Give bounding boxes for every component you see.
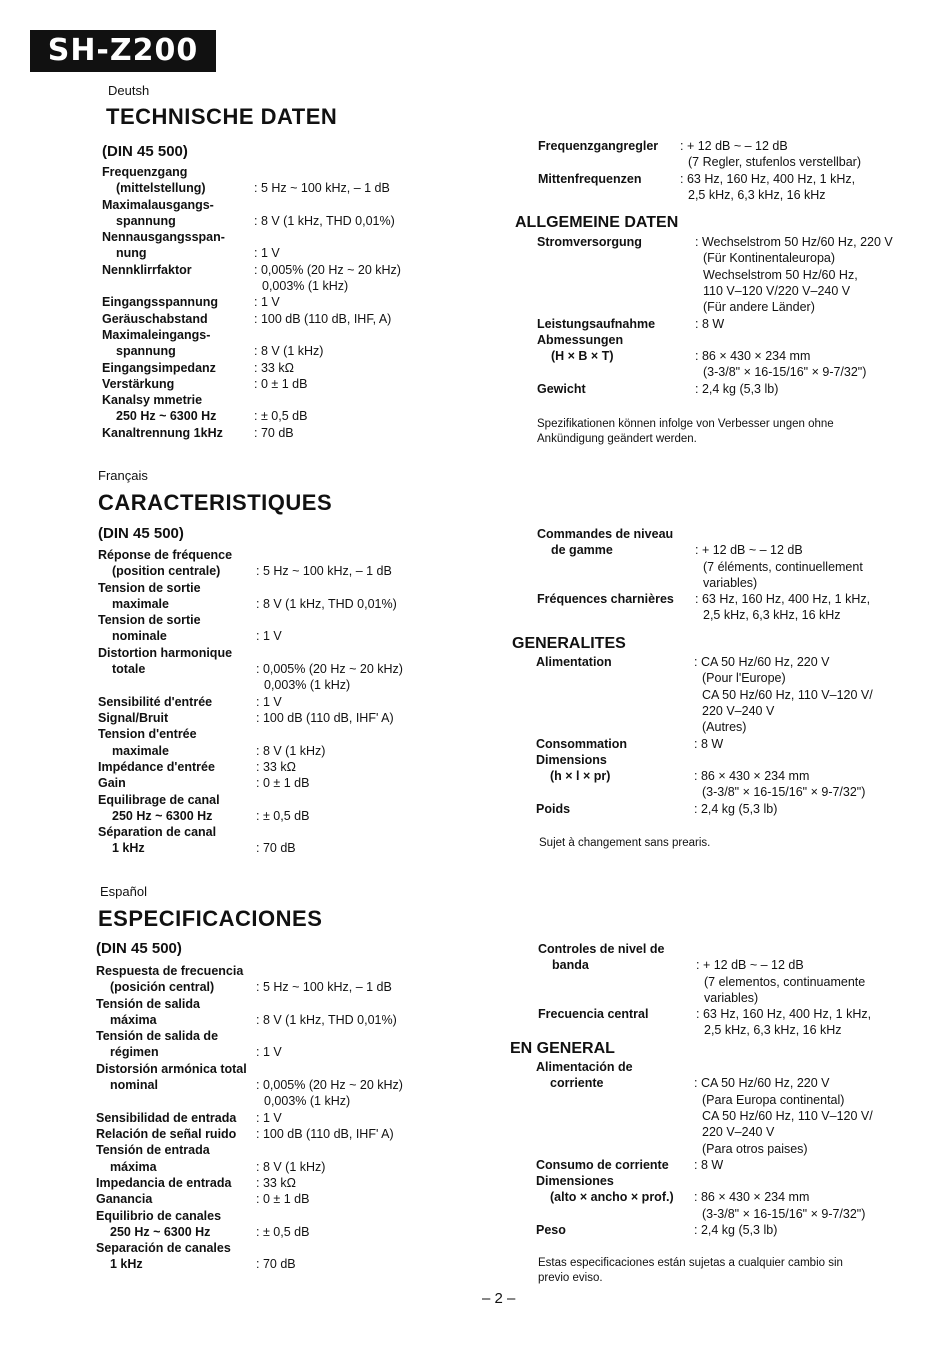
page-number: – 2 – [482,1290,516,1307]
spec-label: Leistungsaufnahme [537,316,656,331]
spec-label: Séparation de canal [98,825,217,840]
spec-value: : 5 Hz ~ 100 kHz, – 1 dB [254,181,390,196]
spec-value: : 0 ± 1 dB [254,376,308,391]
note-line: Ankündigung geändert werden. [537,432,697,445]
spec-label: Consumo de corriente [536,1157,669,1172]
spec-label: Tensión de salida de [96,1029,219,1044]
spec-value: : 0,005% (20 Hz ~ 20 kHz) [254,262,401,277]
spec-label-cont: 250 Hz ~ 6300 Hz [116,409,217,424]
spec-label: Frequenzgang [102,165,188,179]
section-title-spanish: ESPECIFICACIONES [98,906,323,931]
spec-label: Impedancia de entrada [96,1175,232,1190]
spec-value: : 8 W [695,316,725,331]
spec-value: : 8 W [694,736,724,751]
spec-value: (Autres) [702,720,747,735]
spec-label: Impédance d'entrée [98,759,215,774]
spec-value: CA 50 Hz/60 Hz, 110 V–120 V/ [702,687,873,702]
spec-value: : 100 dB (110 dB, IHF' A) [256,1127,394,1141]
spec-value: : 70 dB [256,841,296,856]
spec-value: 2,5 kHz, 6,3 kHz, 16 kHz [704,1023,842,1038]
spec-value: : 0 ± 1 dB [256,776,310,791]
spec-label: Eingangsimpedanz [102,360,216,375]
spec-value: (3-3/8" × 16-15/16" × 9-7/32") [702,785,866,800]
spec-label-cont: máxima [110,1012,157,1027]
spec-label: Nennklirrfaktor [102,262,192,277]
spec-label-cont: (mittelstellung) [116,181,206,196]
spec-value: : 1 V [256,629,282,644]
spec-label: Frequenzgangregler [538,139,659,153]
spec-label: Réponse de fréquence [98,548,233,562]
spec-value: : + 12 dB ~ – 12 dB [696,958,804,973]
spec-value: : 2,4 kg (5,3 lb) [694,1223,778,1237]
spec-label: Alimentation [536,655,612,669]
spec-value: : 0,005% (20 Hz ~ 20 kHz) [256,1078,403,1093]
spec-label: Maximaleingangs- [102,328,211,342]
spec-value: (Für Kontinentaleuropa) [703,251,836,266]
spec-value: : 33 kΩ [256,1175,296,1190]
spec-value: : 33 kΩ [256,759,296,774]
spec-label-cont: nung [116,246,147,261]
spec-label: Kanaltrennung 1kHz [102,425,223,440]
note-line: Estas especificaciones están sujetas a cualquier cambio sin [538,1257,843,1269]
spec-label-cont: (h × l × pr) [550,769,611,784]
spec-label: Controles de nivel de [538,942,665,956]
spec-value: : 0 ± 1 dB [256,1192,310,1207]
spec-label-cont: (position centrale) [112,564,221,579]
spec-value: : 86 × 430 × 234 mm [694,1190,810,1205]
spec-value: : 1 V [254,295,280,310]
spec-label: Geräuschabstand [102,311,208,326]
spec-label-cont: 250 Hz ~ 6300 Hz [110,1224,211,1239]
din-label-spanish: (DIN 45 500) [96,940,182,957]
spec-label: Equilibrage de canal [98,792,220,807]
spec-label: Consommation [536,736,627,751]
spec-label: Nennausgangsspan- [102,230,225,245]
general-title-french: GENERALITES [512,635,626,652]
spec-label: Separación de canales [96,1241,231,1256]
spec-value: 0,003% (1 kHz) [264,678,351,693]
spec-label: Peso [536,1223,566,1237]
spec-value: : 1 V [256,1045,282,1060]
spec-value: (7 Regler, stufenlos verstellbar) [688,155,861,170]
note-line: Sujet à changement sans prearis. [539,837,711,849]
spec-label: Tension de sortie [98,580,201,595]
spec-label: Signal/Bruit [98,711,169,725]
spec-label: Dimensions [536,752,607,767]
spec-value: : 8 V (1 kHz) [256,1159,326,1174]
spec-label: Tension d'entrée [98,727,197,742]
spec-value: (Para otros paises) [702,1141,808,1156]
spec-value: : 1 V [256,1110,282,1125]
spec-label-cont: (H × B × T) [551,349,614,364]
spec-label-cont: 250 Hz ~ 6300 Hz [112,808,213,823]
spec-label: Eingangsspannung [102,295,218,310]
spec-value: : 63 Hz, 160 Hz, 400 Hz, 1 kHz, [696,1007,872,1022]
spec-label: Verstärkung [102,376,175,391]
spec-value: CA 50 Hz/60 Hz, 110 V–120 V/ [702,1108,873,1123]
spec-value: : CA 50 Hz/60 Hz, 220 V [694,1076,830,1091]
spec-label-cont: spannung [116,213,176,228]
note-french [539,836,710,851]
spec-value: (Para Europa continental) [702,1092,845,1107]
spec-value: : 2,4 kg (5,3 lb) [694,801,778,816]
spec-label-cont: (posición central) [110,980,215,995]
spec-label: Stromversorgung [537,235,642,249]
spec-value: : ± 0,5 dB [254,409,308,424]
spec-label: Distorsión armónica total [96,1061,247,1076]
spec-label-cont: nominal [110,1078,158,1093]
spec-value: : 8 V (1 kHz) [256,743,326,758]
spec-value: : 8 V (1 kHz, THD 0,01%) [254,213,395,228]
spec-value: : 8 V (1 kHz) [254,344,324,359]
spec-value: : 0,005% (20 Hz ~ 20 kHz) [256,662,403,677]
spec-value: (7 elementos, continuamente [704,974,866,989]
spec-label: Ganancia [96,1192,153,1207]
spec-label: Maximalausgangs- [102,197,214,212]
spec-value: 0,003% (1 kHz) [264,1094,351,1109]
spec-label-cont: de gamme [551,543,613,558]
spec-label: Distortion harmonique [98,645,233,660]
spec-value: : 63 Hz, 160 Hz, 400 Hz, 1 kHz, [680,171,856,186]
note-line: Spezifikationen können infolge von Verbesser ungen ohne [537,418,834,430]
note-german [537,417,834,446]
spec-label-cont: totale [112,662,146,677]
spec-value: : 8 W [694,1157,724,1172]
spec-label: Poids [536,801,571,816]
spec-value: : 33 kΩ [254,360,294,375]
spec-value: : 1 V [256,694,282,709]
spec-value: : 1 V [254,246,280,261]
spec-value: : Wechselstrom 50 Hz/60 Hz, 220 V [695,235,893,249]
spec-label: Gewicht [537,381,586,396]
spec-value: variables) [703,575,758,590]
spec-value: (Für andere Länder) [703,300,815,315]
spec-value: : 63 Hz, 160 Hz, 400 Hz, 1 kHz, [695,592,871,607]
lang-label-spanish: Español [100,884,147,899]
spec-label-cont: máxima [110,1159,157,1174]
spec-label-cont: corriente [550,1076,604,1091]
spec-label-cont: régimen [110,1045,159,1060]
spec-value: : + 12 dB ~ – 12 dB [680,139,788,153]
general-title-german: ALLGEMEINE DATEN [515,214,679,231]
note-spanish [538,1256,843,1285]
spec-label-cont: spannung [116,344,176,359]
spec-value: : 86 × 430 × 234 mm [694,769,810,784]
spec-value: 220 V–240 V [702,703,775,718]
spec-label: Gain [98,776,126,791]
spec-value: : 2,4 kg (5,3 lb) [695,381,779,396]
spec-label: Alimentación de [536,1060,633,1074]
spec-value: 110 V–120 V/220 V–240 V [703,283,851,298]
lang-label-german: Deutsh [108,83,150,98]
section-title-german: TECHNISCHE DATEN [106,104,338,129]
spec-label: Equilibrio de canales [96,1208,222,1223]
spec-value: (Pour l'Europe) [702,671,786,686]
spec-value: : ± 0,5 dB [256,1224,310,1239]
spec-value: 2,5 kHz, 6,3 kHz, 16 kHz [688,187,826,202]
spec-value: : 86 × 430 × 234 mm [695,349,811,364]
spec-label: Commandes de niveau [537,527,674,541]
spec-value: : 100 dB (110 dB, IHF, A) [254,311,392,326]
spec-value: (3-3/8" × 16-15/16" × 9-7/32") [703,365,867,380]
spec-label-cont: (alto × ancho × prof.) [550,1190,674,1205]
spec-label: Mittenfrequenzen [538,171,642,186]
spec-value: : 8 V (1 kHz, THD 0,01%) [256,596,397,611]
spec-value: (7 éléments, continuellement [703,559,863,574]
section-title-french: CARACTERISTIQUES [98,490,333,515]
spec-value: variables) [704,990,759,1005]
lang-label-french: Français [98,468,148,483]
spec-value: : 70 dB [256,1257,296,1272]
spec-label: Dimensiones [536,1174,614,1189]
spec-value: (3-3/8" × 16-15/16" × 9-7/32") [702,1206,866,1221]
spec-label-cont: nominale [112,629,167,644]
spec-value: : CA 50 Hz/60 Hz, 220 V [694,655,830,669]
spec-value: 220 V–240 V [702,1125,775,1140]
model-badge: SH-Z200 [30,30,216,72]
general-title-spanish: EN GENERAL [510,1040,615,1057]
spec-label-cont: banda [552,958,589,973]
spec-value: : ± 0,5 dB [256,808,310,823]
spec-value: : + 12 dB ~ – 12 dB [695,543,803,558]
spec-label: Tensión de salida [96,996,200,1011]
note-line: previo eviso. [538,1271,603,1284]
spec-value: : 8 V (1 kHz, THD 0,01%) [256,1012,397,1027]
spec-label-cont: maximale [112,743,169,758]
spec-value: : 5 Hz ~ 100 kHz, – 1 dB [256,980,392,995]
spec-label: Sensibilité d'entrée [98,694,213,709]
spec-value: 0,003% (1 kHz) [262,279,349,294]
spec-label-cont: 1 kHz [112,841,145,856]
spec-label: Abmessungen [537,332,624,347]
spec-label: Respuesta de frecuencia [96,964,244,978]
spec-label: Tension de sortie [98,613,201,628]
spec-value: : 70 dB [254,425,294,440]
din-label-french: (DIN 45 500) [98,525,184,542]
spec-label: Kanalsy mmetrie [102,393,203,408]
spec-label: Tensión de entrada [96,1143,210,1158]
spec-label-cont: maximale [112,596,169,611]
spec-value: Wechselstrom 50 Hz/60 Hz, [703,267,858,282]
din-label-german: (DIN 45 500) [102,143,188,160]
spec-label: Relación de señal ruido [96,1127,237,1141]
spec-label-cont: 1 kHz [110,1257,143,1272]
spec-label: Sensibilidad de entrada [96,1110,237,1125]
spec-value: : 100 dB (110 dB, IHF' A) [256,711,394,725]
spec-value: 2,5 kHz, 6,3 kHz, 16 kHz [703,608,841,623]
spec-label: Frecuencia central [538,1007,649,1022]
spec-label: Fréquences charnières [537,592,674,607]
spec-value: : 5 Hz ~ 100 kHz, – 1 dB [256,564,392,579]
